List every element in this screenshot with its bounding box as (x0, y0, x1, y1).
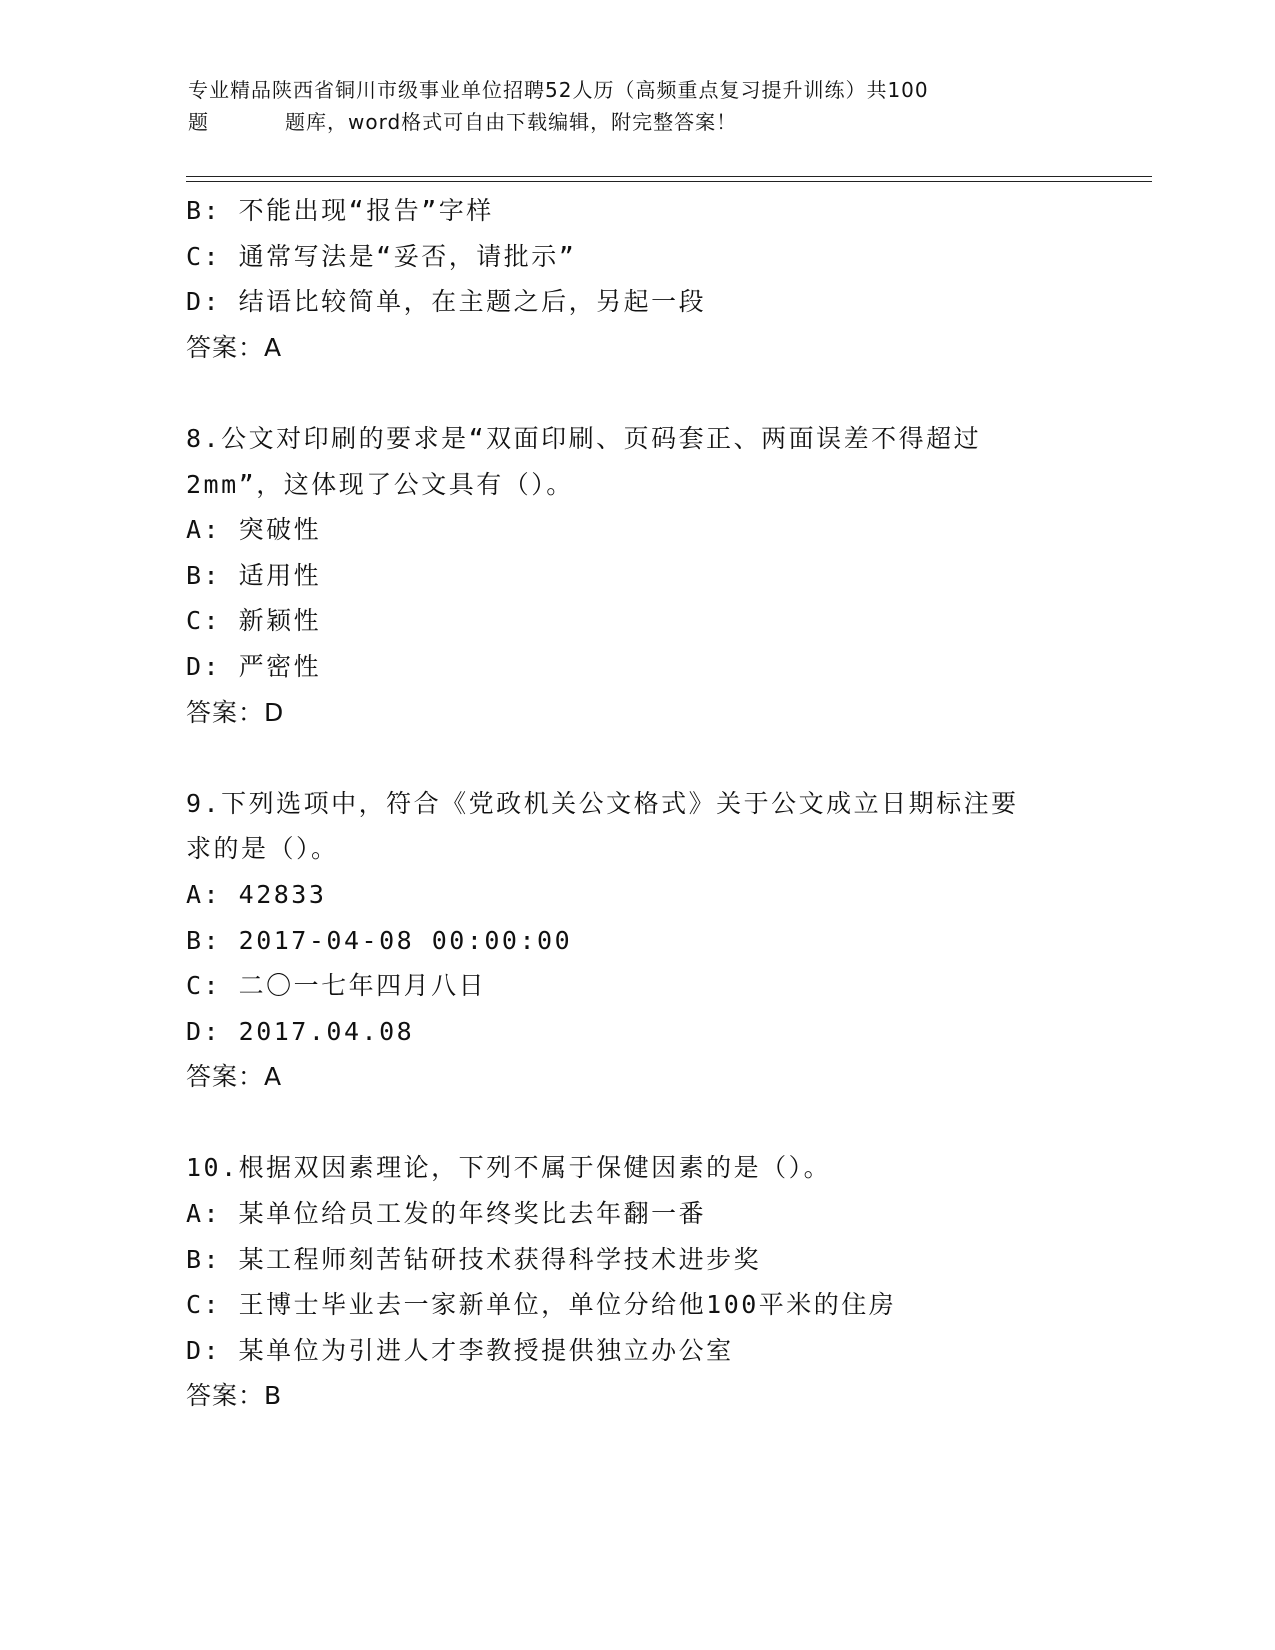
option-a: A: 突破性 (186, 515, 322, 545)
option-c: C: 王博士毕业去一家新单位，单位分给他100平米的住房 (186, 1290, 897, 1320)
option-b: B: 不能出现“报告”字样 (186, 196, 494, 225)
question-stem: 10.根据双因素理论，下列不属于保健因素的是（）。 (186, 1153, 832, 1183)
option-c: C: 通常写法是“妥否，请批示” (186, 241, 577, 271)
option-c: C: 二〇一七年四月八日 (186, 971, 487, 1001)
header-title-line2-start: 题 (188, 110, 209, 134)
question-8 (186, 416, 1146, 735)
question-stem-continued: 2mm”，这体现了公文具有（）。 (186, 469, 574, 499)
option-c: C: 新颖性 (186, 606, 322, 636)
question-list (186, 188, 1146, 1419)
question-stem: 8.公文对印刷的要求是“双面印刷、页码套正、两面误差不得超过 (186, 423, 982, 453)
answer-line: 答案：D (186, 697, 285, 727)
question-stem-continued: 求的是（）。 (186, 834, 339, 864)
header-title-line1: 专业精品陕西省铜川市级事业单位招聘52人历（高频重点复习提升训练）共100 (188, 78, 929, 102)
option-b: B: 某工程师刻苦钻研技术获得科学技术进步奖 (186, 1244, 762, 1274)
option-b: B: 2017-04-08 00:00:00 (186, 925, 573, 955)
option-a: A: 某单位给员工发的年终奖比去年翻一番 (186, 1199, 707, 1229)
header-title-line2 (188, 106, 1088, 138)
document-header (188, 74, 1088, 138)
option-d: D: 结语比较简单，在主题之后，另起一段 (186, 287, 707, 317)
header-divider-bottom (186, 181, 1152, 182)
answer-line: 答案：A (186, 1062, 283, 1092)
answer-line: 答案：B (186, 1381, 283, 1411)
question-7-tail (186, 188, 1146, 370)
option-d: D: 某单位为引进人才李教授提供独立办公室 (186, 1335, 734, 1365)
header-divider-top (186, 176, 1152, 177)
answer-line: 答案：A (186, 332, 283, 362)
option-d: D: 2017.04.08 (186, 1016, 415, 1046)
option-a: A: 42833 (186, 879, 327, 909)
question-9 (186, 781, 1146, 1100)
option-b: B: 适用性 (186, 560, 322, 590)
option-d: D: 严密性 (186, 651, 322, 681)
question-stem: 9.下列选项中，符合《党政机关公文格式》关于公文成立日期标注要 (186, 788, 1019, 818)
header-title-line2-rest: 题库，word格式可自由下载编辑，附完整答案！ (285, 110, 738, 134)
question-10 (186, 1145, 1146, 1419)
